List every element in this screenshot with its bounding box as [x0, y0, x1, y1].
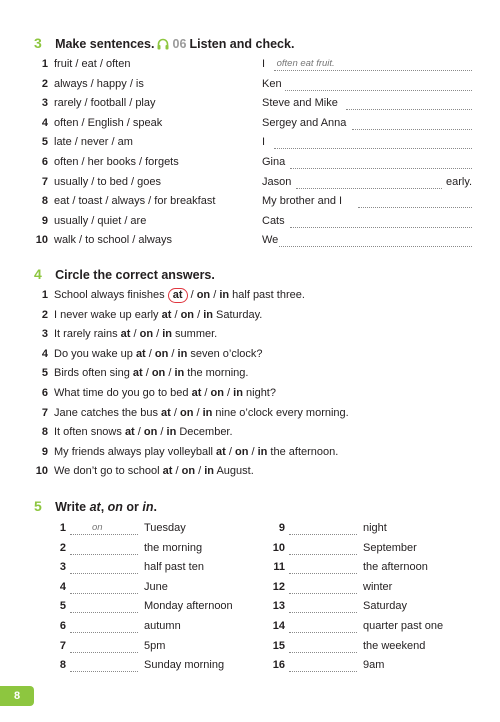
handwritten-answer: often eat fruit.: [276, 58, 335, 69]
option-on[interactable]: on: [210, 387, 224, 399]
item-number: 1: [41, 289, 48, 301]
ex4-row: [34, 346, 263, 362]
prompt-words: late / never / am: [54, 136, 133, 149]
option-separator: /: [201, 387, 211, 399]
phrase: the morning: [144, 541, 203, 554]
ex3-track-number: 06: [172, 37, 187, 51]
option-at[interactable]: at: [120, 328, 131, 341]
option-separator: /: [165, 367, 175, 380]
ex4-row: [34, 307, 262, 323]
sentence-subject: Steve and Mike: [262, 97, 338, 110]
answer-line[interactable]: [289, 639, 357, 653]
option-in[interactable]: in: [219, 289, 230, 301]
option-in[interactable]: in: [204, 465, 215, 478]
option-on[interactable]: on: [143, 426, 158, 439]
option-on[interactable]: on: [179, 406, 194, 419]
ex4-row: [34, 326, 217, 342]
sentence-end: nine o’clock every morning.: [212, 406, 349, 419]
sentence-start: I never wake up early: [54, 308, 162, 321]
option-at[interactable]: at: [161, 406, 171, 419]
answer-line[interactable]: [289, 580, 357, 594]
option-at[interactable]: at: [161, 308, 172, 321]
option-separator: /: [153, 328, 163, 341]
sentence-start: We don’t go to school: [54, 465, 163, 478]
option-separator: /: [134, 426, 144, 439]
item-number: 7: [41, 175, 48, 188]
option-on[interactable]: on: [234, 445, 249, 458]
ex4-title: Circle the correct answers.: [55, 268, 215, 282]
answer-line[interactable]: [279, 233, 472, 247]
sentence-subject: Gina: [262, 156, 286, 168]
ex4-row: [34, 463, 254, 479]
item-number: 2: [41, 77, 48, 90]
item-number: 10: [272, 541, 285, 554]
option-at[interactable]: at: [191, 387, 202, 399]
item-number: 11: [273, 561, 285, 574]
answer-line[interactable]: [289, 658, 357, 672]
item-number: 3: [59, 561, 66, 574]
option-separator: /: [193, 406, 203, 419]
sentence-subject: Cats: [262, 214, 285, 227]
answer-line[interactable]: [70, 580, 138, 594]
option-separator: /: [170, 406, 180, 419]
answer-line[interactable]: [290, 214, 472, 228]
item-number: 9: [278, 522, 285, 534]
option-separator: /: [130, 328, 140, 341]
item-number: 7: [59, 639, 66, 652]
answer-line[interactable]: [289, 599, 357, 613]
option-separator: /: [248, 445, 258, 458]
option-on[interactable]: on: [181, 465, 196, 478]
answer-line[interactable]: [296, 175, 442, 189]
sentence-end: seven o’clock?: [187, 347, 263, 360]
item-number: 3: [41, 97, 48, 110]
sentence-end: night?: [242, 387, 276, 399]
item-number: 4: [41, 347, 48, 360]
sentence-end: half past three.: [229, 289, 305, 301]
option-on[interactable]: on: [151, 367, 166, 380]
answer-line[interactable]: [289, 541, 357, 555]
ex5-heading: [34, 498, 157, 514]
sentence-subject: Jason: [262, 175, 292, 188]
prompt-words: walk / to school / always: [54, 234, 172, 247]
item-number: 8: [59, 659, 66, 672]
item-number: 6: [41, 387, 48, 399]
answer-line[interactable]: [274, 135, 472, 149]
sentence-end: December.: [176, 426, 233, 439]
item-number: 12: [272, 580, 285, 593]
item-number: 13: [272, 600, 285, 613]
ex4-row: [34, 365, 248, 381]
sentence-end: Saturday.: [212, 308, 263, 321]
sentence-start: My friends always play volleyball: [54, 445, 217, 458]
prompt-words: often / her books / forgets: [54, 156, 179, 168]
phrase: autumn: [144, 620, 181, 632]
sentence-start: School always finishes: [54, 289, 168, 301]
option-in[interactable]: in: [166, 426, 177, 439]
answer-line[interactable]: [70, 599, 138, 613]
phrase: the weekend: [363, 639, 426, 652]
item-number: 10: [35, 465, 48, 478]
option-on[interactable]: on: [180, 308, 195, 321]
item-number: 7: [41, 406, 48, 419]
answer-line[interactable]: [70, 658, 138, 672]
option-separator: /: [142, 367, 152, 380]
option-separator: /: [194, 308, 204, 321]
option-on[interactable]: on: [154, 347, 169, 360]
phrase: 5pm: [144, 639, 166, 652]
option-at[interactable]: at: [216, 445, 226, 458]
item-number: 14: [272, 620, 285, 632]
answer-line[interactable]: [285, 77, 472, 91]
option-separator: /: [195, 465, 205, 478]
sentence-subject: My brother and I: [262, 195, 343, 208]
item-number: 15: [272, 639, 285, 652]
ex3-listen-text: Listen and check.: [189, 37, 295, 51]
answer-line[interactable]: [358, 194, 472, 208]
ex5-title: Write at, on or in.: [55, 500, 157, 514]
prompt-words: eat / toast / always / for breakfast: [54, 195, 216, 208]
option-separator: /: [168, 347, 178, 360]
option-separator: /: [171, 308, 181, 321]
option-separator: /: [224, 387, 234, 399]
ex4-row: [34, 444, 338, 460]
phrase: quarter past one: [363, 620, 444, 632]
prompt-words: fruit / eat / often: [54, 58, 131, 70]
prompt-words: often / English / speak: [54, 116, 163, 129]
option-in[interactable]: in: [162, 328, 172, 341]
answer-line[interactable]: [346, 96, 472, 110]
sentence-subject: I: [262, 136, 266, 149]
item-number: 5: [59, 600, 66, 613]
phrase: night: [363, 522, 387, 534]
item-number: 9: [41, 445, 48, 458]
item-number: 8: [41, 195, 48, 208]
item-number: 1: [59, 522, 66, 534]
phrase: Saturday: [363, 600, 408, 613]
option-in[interactable]: in: [203, 308, 213, 321]
item-number: 10: [35, 234, 48, 247]
option-in[interactable]: in: [257, 445, 268, 458]
sentence-end: the morning.: [184, 367, 249, 380]
option-separator: /: [145, 347, 155, 360]
option-separator: /: [210, 289, 220, 301]
answer-line[interactable]: [70, 560, 138, 574]
option-separator: /: [187, 289, 197, 301]
ex4-heading: [34, 266, 215, 282]
phrase: 9am: [363, 659, 385, 672]
option-in[interactable]: in: [202, 406, 213, 419]
prompt-words: always / happy / is: [54, 77, 144, 90]
sentence-end: August.: [214, 465, 254, 478]
ex4-row: [34, 385, 276, 401]
sentence-start: It rarely rains: [54, 328, 121, 341]
answer-line[interactable]: [290, 155, 472, 169]
option-on[interactable]: on: [139, 328, 154, 341]
answer-line[interactable]: [70, 639, 138, 653]
phrase: September: [363, 541, 417, 554]
sentence-start: Do you wake up: [54, 347, 136, 360]
item-number: 4: [59, 580, 66, 593]
phrase: Monday afternoon: [144, 600, 233, 613]
sentence-subject: We: [262, 234, 279, 247]
ex4-row: [34, 405, 349, 421]
ex4-row: [34, 424, 233, 440]
answer-line[interactable]: [289, 560, 357, 574]
item-number: 6: [59, 620, 66, 632]
option-on[interactable]: on: [196, 289, 211, 301]
sentence-end: early.: [446, 175, 473, 188]
option-in[interactable]: in: [233, 387, 243, 399]
item-number: 2: [59, 541, 66, 554]
prompt-words: usually / quiet / are: [54, 214, 147, 227]
phrase: winter: [363, 580, 393, 593]
ex3-title: Make sentences.: [55, 37, 155, 51]
headphones-icon: [157, 38, 169, 53]
page-number: 8: [0, 686, 34, 706]
answer-line[interactable]: [274, 57, 472, 71]
option-at[interactable]: at: [132, 367, 143, 380]
item-number: 5: [41, 367, 48, 380]
sentence-start: Jane catches the bus: [54, 406, 162, 419]
item-number: 8: [41, 426, 48, 439]
answer-line[interactable]: [352, 116, 472, 130]
prompt-words: usually / to bed / goes: [54, 175, 162, 188]
option-in[interactable]: in: [177, 347, 188, 360]
ex3-heading: [34, 35, 294, 53]
phrase: Tuesday: [144, 522, 186, 534]
answer-line[interactable]: [70, 619, 138, 633]
prompt-words: rarely / football / play: [54, 97, 156, 110]
ex4-number: 4: [34, 266, 42, 282]
answer-line[interactable]: [70, 521, 138, 535]
phrase: June: [144, 580, 168, 593]
item-number: 2: [41, 308, 48, 321]
ex4-row: [34, 287, 305, 303]
sentence-start: What time do you go to bed: [54, 387, 192, 399]
sentence-subject: Ken: [262, 77, 282, 90]
answer-line[interactable]: [70, 541, 138, 555]
sentence-start: Birds often sing: [54, 367, 133, 380]
circled-option-at[interactable]: at: [168, 288, 188, 303]
option-separator: /: [225, 445, 235, 458]
ex5-number: 5: [34, 498, 42, 514]
item-number: 16: [272, 659, 285, 672]
item-number: 9: [41, 214, 48, 227]
option-at[interactable]: at: [135, 347, 146, 360]
item-number: 6: [41, 156, 48, 168]
item-number: 1: [41, 58, 48, 70]
option-at[interactable]: at: [124, 426, 135, 439]
handwritten-answer: on: [92, 522, 103, 533]
phrase: Sunday morning: [144, 659, 225, 672]
item-number: 3: [41, 328, 48, 341]
sentence-end: summer.: [172, 328, 218, 341]
option-at[interactable]: at: [162, 465, 173, 478]
answer-line[interactable]: [289, 619, 357, 633]
item-number: 4: [41, 116, 48, 129]
phrase: half past ten: [144, 561, 204, 574]
ex3-number: 3: [34, 35, 42, 51]
sentence-subject: Sergey and Anna: [262, 116, 347, 129]
answer-line[interactable]: [289, 521, 357, 535]
sentence-start: It often snows: [54, 426, 125, 439]
sentence-subject: I: [262, 58, 266, 70]
item-number: 5: [41, 136, 48, 149]
option-separator: /: [157, 426, 167, 439]
option-in[interactable]: in: [174, 367, 185, 380]
sentence-end: the afternoon.: [267, 445, 339, 458]
phrase: the afternoon: [363, 561, 428, 574]
option-separator: /: [172, 465, 182, 478]
